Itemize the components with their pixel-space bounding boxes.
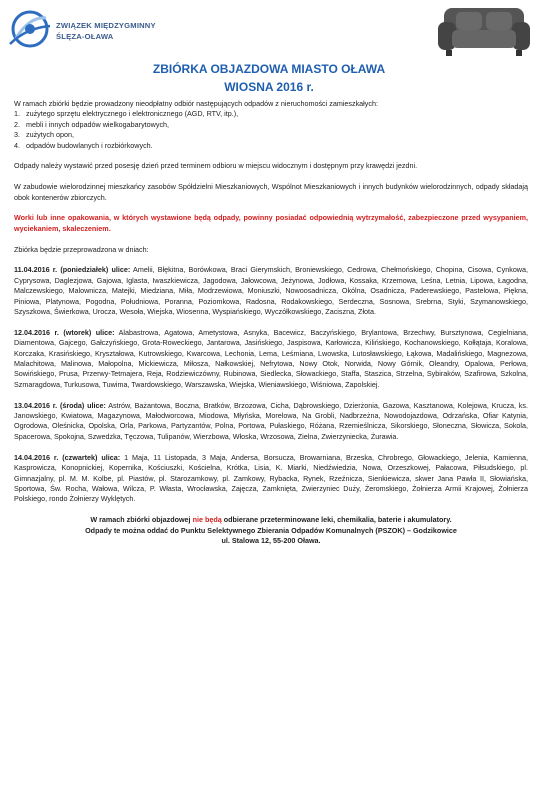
organization-name [56, 20, 156, 42]
waste-type-list [14, 109, 528, 151]
list-item: 4. odpadów budowlanych i rozbiórkowych. [14, 140, 153, 150]
document-subtitle: WIOSNA 2016 r. [224, 80, 314, 94]
list-item: 1. zużytego sprzętu elektrycznego i elektronicznego (AGD, RTV, itp.), [14, 109, 239, 119]
document-title: ZBIÓRKA OBJAZDOWA MIASTO OŁAWA [152, 62, 386, 76]
packaging-warning: Worki lub inne opakowania, w których wystawione będą odpady, powinny posiadać odpowiednią wytrzymałość, zabezpieczone przed wysypaniem, wyciekaniem, skaleczeniem. [14, 213, 528, 233]
schedule-day-wednesday [14, 401, 528, 443]
day-label: 14.04.2016 r. (czwartek) ulica: [14, 452, 121, 462]
street-list: Amelii, Błękitna, Borówkowa, Braci Gierymskich, Broniewskiego, Cedrowa, Chełmońskiego, Chopina, Cisowa, Cynkowa, Cyprysowa, Daglezjowa, Gajowa, Iglasta, Iwaszkiewicza, Jagodowa, Jałowcowa, Jeżynowa, Jodłowa, Kossaka, Krzemowa, Leśna, Letnia, Lipowa, Łagodna, Malczewskiego, Malownicza, Matejki, Miedziana, Miła, Modrzewiowa, Moniuszki, Nowoosadnicza, Okólna, Osadnicza, Paderewskiego, Pastelowa, Piękna, Piniowa, Platynowa, Pogodna, Południowa, Poranna, Poziomkowa, Radosna, Rodakowskiego, Serdeczna, Sosnowa, Srebrna, Styki, Szymanowskiego, Szyszkowa, Świerkowa, Urocza, Wesoła, Wiejska, Wiosenna, Wyspiańskiego, Wyczółkowskiego, Zaciszna, Złota. [14, 265, 528, 317]
schedule-intro: Zbiórka będzie przeprowadzona w dniach: [14, 244, 149, 254]
footer-note: W ramach zbiórki objazdowej nie będą odbierane przeterminowane leki, chemikalia, baterie i akumulatory. Odpady te można oddać do Punktu Selektywnego Zbierania Odpadów Komunalnych (PSZOK) – Godzikowice ul. Stalowa 12, 55-200 Oława. [85, 515, 457, 545]
sofa-illustration-icon [436, 2, 532, 58]
street-list: 1 Maja, 11 Listopada, 3 Maja, Andersa, Borsucza, Browarniana, Brzeska, Chrobrego, Głowackiego, Jelenia, Kamienna, Kasprowicza, Konopnickiej, Kopernika, Kościuszki, Kościelna, Krótka, Lisia, K. Miarki, Niedźwiedzia, Nowa, Orzeszkowej, Pałacowa, Piłsudskiego, pl. Gimnazjalny, pl. M. M. Kolbe, pl. Piastów, pl. Starozamkowy, pl. Zamkowy, Rybacka, Rynek, Rzeźnicza, Sienkiewicza, skwer Jana Pawła II, Słowiańska, Sportowa, Św. Rocha, Wałowa, Wilcza, P. Własta, Wrocławska, Zajęcza, Zamknięta, Zwierzyniec Duży, Żeromskiego, Żołnierza Armii Krajowej, Żołnierza Polskiego, rondo Żołnierzy Wyklętych. [14, 452, 528, 504]
street-list: Alabastrowa, Agatowa, Ametystowa, Asnyka, Bacewicz, Baczyńskiego, Brylantowa, Brzechwy, Bursztynowa, Cegielniana, Diamentowa, Gajcego, Gałczyńskiego, Grota-Roweckiego, Jantarowa, Jasińskiego, Jaspisowa, Karłowicza, Kilińskiego, Kochanowskiego, Kołłątaja, Koralowa, Korczaka, Krasińskiego, Kryształowa, Kutrowskiego, Kwarcowa, Lechonia, Lema, Leśmiana, Lwowska, Lutosławskiego, Łąkowa, Madalińskiego, Magnezowa, Malachitowa, Malinowa, Małopolna, Mickiewicza, Miłosza, Nałkowskiej, Nefrytowa, Nowy Otok, Norwida, Nowy Górnik, Oleandry, Opalowa, Perłowa, Sowińskiego, Prusa, Przerwy-Tetmajera, Reja, Rodziewiczówny, Rubinowa, Siedlecka, Słowackiego, Staffa, Staszica, Strzelna, Sybiraków, Szafirowa, Szkolna, Szmaragdowa, Turkusowa, Tuwima, Twardowskiego, Warszawska, Wiejska, Wieniawskiego, Wiśniowa, Zapolskiej. [14, 327, 528, 389]
list-item: 3. zużytych opon, [14, 130, 74, 140]
not-collected-highlight: nie będą [192, 515, 222, 525]
placement-paragraph: Odpady należy wystawić przed posesję dzień przed terminem odbioru w miejscu widocznym i dostępnym przy krawędzi jezdni. [14, 161, 418, 171]
list-item: 2. mebli i innych odpadów wielkogabarytowych, [14, 119, 170, 129]
schedule-day-tuesday [14, 328, 528, 390]
day-label: 11.04.2016 r. (poniedziałek) ulice: [14, 265, 131, 275]
multifamily-paragraph: W zabudowie wielorodzinnej mieszkańcy zasobów Spółdzielni Mieszkaniowych, Wspólnot Mieszkaniowych i innych budynków wielorodzinnych, odpady składają obok kontenerów zbiorczych. [14, 182, 528, 202]
day-label: 12.04.2016 r. (wtorek) ulice: [14, 327, 115, 337]
schedule-day-monday [14, 265, 528, 317]
org-line-2: ŚLĘZA-OŁAWA [56, 32, 114, 41]
document-body [14, 99, 528, 546]
street-list: Astrów, Bażantowa, Boczna, Bratków, Brzozowa, Cicha, Dąbrowskiego, Dzierżonia, Gazowa, Kasztanowa, Kolejowa, Krucza, ks. Janowskiego, Kwiatowa, Magazynowa, Małodworcowa, Miodowa, Młyńska, Morelowa, Na Grobli, Nadbrzeżna, Nowodojazdowa, Odrzańska, Ofiar Katynia, Ogrodowa, Oleśnicka, Opolska, Orla, Parkowa, Partyzantów, Polna, Portowa, Pułaskiego, Różana, Rzemieślnicza, Sikorskiego, Słoneczna, Słowicza, Sokola, Spacerowa, Spokojna, Szwedzka, Tęczowa, Tulipanów, Wierzbowa, Włoska, Wrzosowa, Zielna, Zwierzyniecka, Żurawia. [14, 400, 528, 441]
page-header [0, 0, 538, 58]
org-line-1: ZWIĄZEK MIĘDZYGMINNY [56, 21, 156, 30]
association-logo-icon [6, 8, 52, 50]
intro-paragraph: W ramach zbiórki będzie prowadzony nieodpłatny odbiór następujących odpadów z nieruchomości zamieszkałych: [14, 99, 378, 108]
pszok-info: Odpady te można oddać do Punktu Selektywnego Zbierania Odpadów Komunalnych (PSZOK) – Godzikowice [85, 525, 457, 535]
day-label: 13.04.2016 r. (środa) ulice: [14, 400, 106, 410]
schedule-day-thursday [14, 453, 528, 505]
pszok-address: ul. Stalowa 12, 55-200 Oława. [221, 535, 321, 545]
